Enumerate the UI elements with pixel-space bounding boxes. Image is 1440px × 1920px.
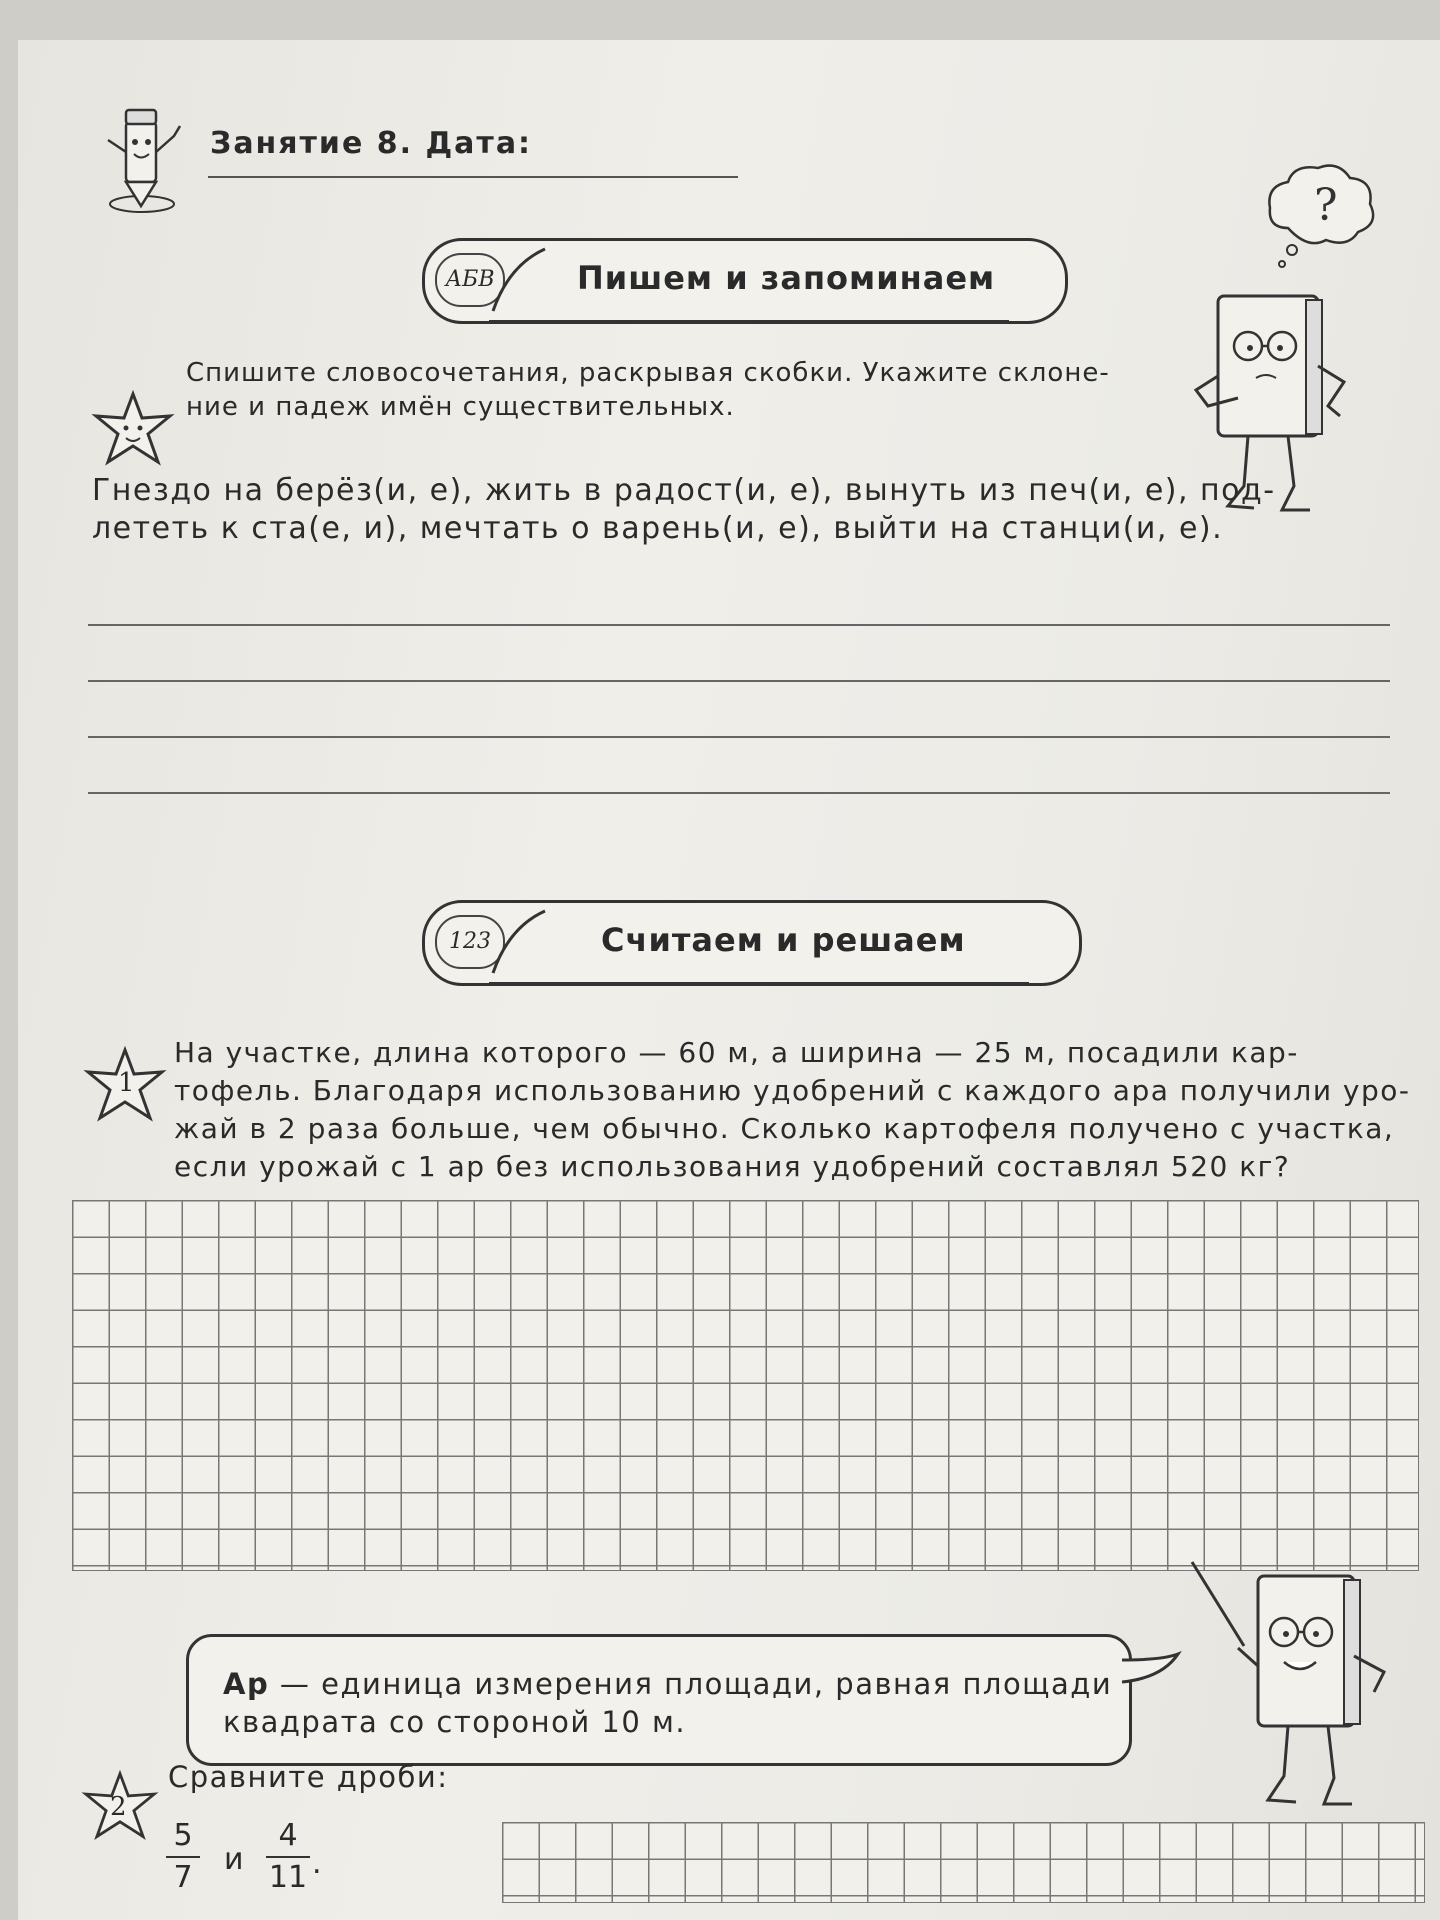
numbers-badge: 123 bbox=[435, 915, 505, 969]
question-bubble-icon bbox=[1258, 158, 1388, 278]
answer-grid[interactable] bbox=[72, 1200, 1419, 1571]
section-banner-count bbox=[422, 900, 1082, 986]
pencil-mascot-icon bbox=[98, 96, 198, 216]
star-icon bbox=[90, 390, 176, 470]
swoosh-icon bbox=[489, 245, 549, 315]
svg-text:?: ? bbox=[1314, 180, 1338, 231]
task-number: 2 bbox=[110, 1792, 127, 1822]
date-line bbox=[208, 176, 738, 178]
fraction-1: 5 7 bbox=[166, 1818, 200, 1896]
answer-grid-small[interactable] bbox=[502, 1822, 1425, 1903]
lesson-title: Занятие 8. Дата: bbox=[210, 126, 533, 161]
fraction-2: 4 11 bbox=[266, 1818, 310, 1896]
end-punct: . bbox=[312, 1846, 322, 1881]
task2-prompt: Сравните дроби: bbox=[168, 1760, 449, 1794]
workbook-page bbox=[18, 40, 1440, 1920]
task-number: 1 bbox=[118, 1068, 135, 1098]
task1-text: На участке, длина которого — 60 м, а ширина — 25 м, посадили кар- тофель. Благодаря использованию удобрений с каждого ара получили уро- жай в 2 раза больше, чем обычно. Сколько картофеля получено с участка, если урожай с 1 ар без использования удобрений составлял 520 кг? bbox=[174, 1036, 1411, 1183]
conjunction: и bbox=[224, 1842, 244, 1877]
section-title: Считаем и решаем bbox=[601, 921, 966, 959]
exercise-text: Гнездо на берёз(и, е), жить в радост(и, е), вынуть из печ(и, е), под- лететь к ста(е, и), мечтать о варень(и, е), выйти на станци(и, е). bbox=[92, 473, 1276, 546]
writing-line bbox=[88, 792, 1390, 794]
instruction-text: Спишите словосочетания, раскрывая скобки. Укажите склоне- ние и падеж имён существительных. bbox=[186, 358, 1110, 422]
swoosh-icon bbox=[489, 907, 549, 977]
abc-badge: АБВ bbox=[435, 253, 505, 307]
writing-line bbox=[88, 680, 1390, 682]
book-character-icon bbox=[1188, 1556, 1408, 1826]
definition-bubble bbox=[186, 1634, 1132, 1766]
bubble-tail bbox=[1122, 1650, 1182, 1700]
writing-line bbox=[88, 624, 1390, 626]
section-banner-write bbox=[422, 238, 1068, 324]
section-title: Пишем и запоминаем bbox=[577, 259, 996, 297]
definition-text: Ар — единица измерения площади, равная площади квадрата со стороной 10 м. bbox=[223, 1667, 1113, 1739]
writing-line bbox=[88, 736, 1390, 738]
